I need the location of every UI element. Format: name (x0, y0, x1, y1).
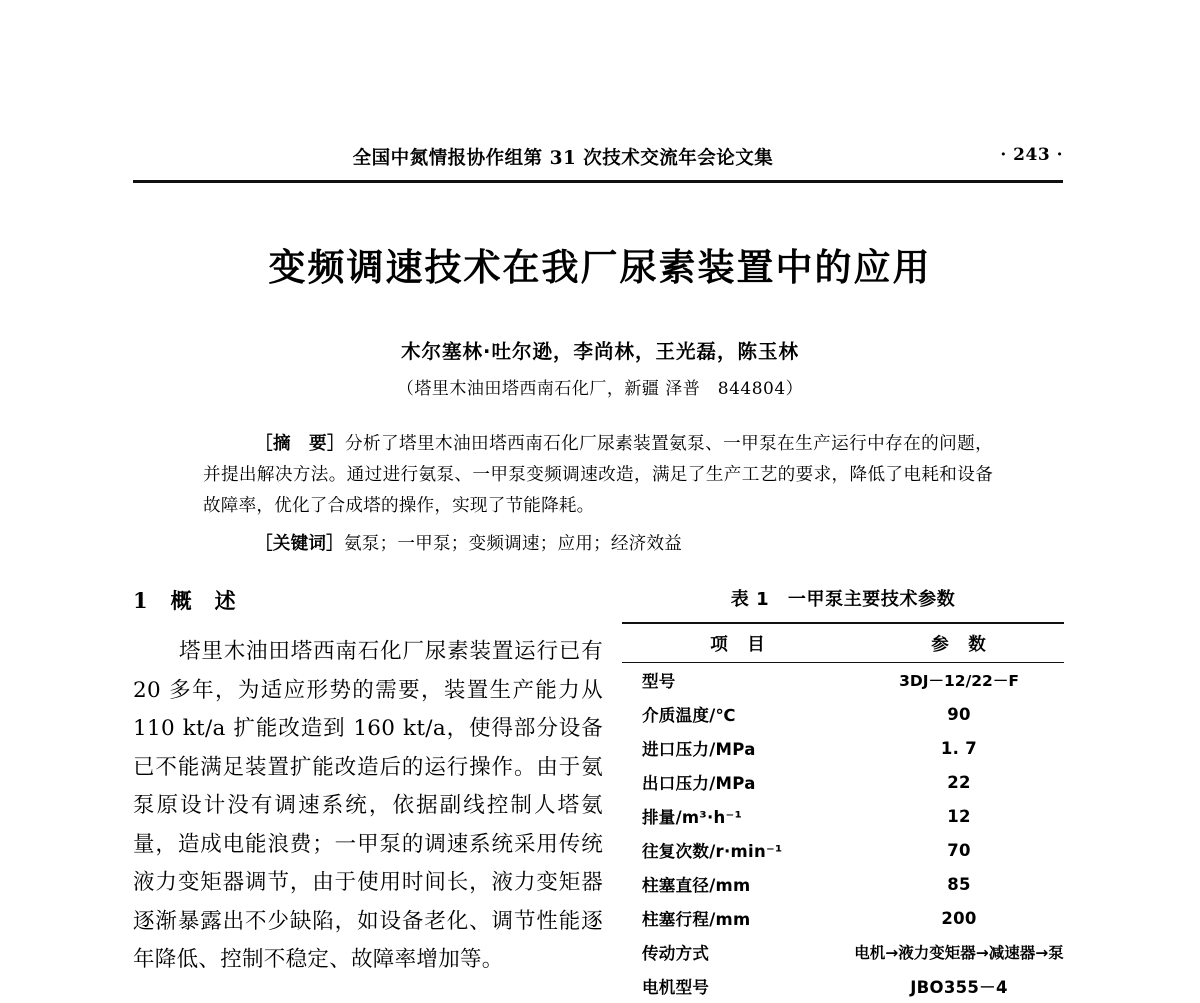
table-cell-item: 柱塞直径/mm (622, 867, 854, 901)
table-cell-value: 22 (854, 765, 1064, 799)
table-row (622, 765, 1064, 799)
table-header-row (622, 623, 1064, 663)
page-number: · 243 · (1000, 145, 1063, 165)
table-cell-value: 70 (854, 833, 1064, 867)
abstract-text: 分析了塔里木油田塔西南石化厂尿素装置氨泵、一甲泵在生产运行中存在的问题，并提出解决方法。通过进行氨泵、一甲泵变频调速改造，满足了生产工艺的要求，降低了电耗和设备故障率，优化了合成塔的操作，实现了节能降耗。 (203, 434, 993, 516)
keywords-text: 氨泵；一甲泵；变频调速；应用；经济效益 (344, 534, 682, 554)
body-column-right (622, 585, 1064, 1003)
table-cell-item: 进口压力/MPa (622, 731, 854, 765)
section-paragraph-1: 塔里木油田塔西南石化厂尿素装置运行已有 20 多年，为适应形势的需要，装置生产能力从 110 kt/a 扩能改造到 160 kt/a，使得部分设备已不能满足装置扩能改造后的运行操作。由于氨泵原设计没有调速系统，依据副线控制人塔氨量，造成电能浪费；一甲泵的调速系统采用传统液力变矩器调节，由于使用时间长，液力变矩器逐渐暴露出不少缺陷，如设备老化、调节性能逐年降低、控制不稳定、故障率增加等。 (133, 633, 603, 980)
keywords-label: ［关键词］ (255, 533, 344, 554)
table-row (622, 833, 1064, 867)
keywords-paragraph (203, 528, 993, 560)
table-cell-item: 型号 (622, 663, 854, 698)
abstract-block (203, 428, 993, 560)
author-affiliation: （塔里木油田塔西南石化厂，新疆 泽普 844804） (0, 374, 1200, 399)
table-row (622, 731, 1064, 765)
table-cell-item: 往复次数/r·min⁻¹ (622, 833, 854, 867)
table-row (622, 663, 1064, 698)
body-column-left (133, 585, 603, 980)
article-title: 变频调速技术在我厂尿素装置中的应用 (0, 237, 1200, 291)
abstract-label: ［摘 要］ (255, 433, 345, 454)
author-list: 木尔塞林·吐尔逊，李尚林，王光磊，陈玉林 (0, 336, 1200, 364)
section-heading-1: 1 概 述 (133, 585, 603, 615)
table-cell-item: 介质温度/℃ (622, 697, 854, 731)
table-cell-value: 12 (854, 799, 1064, 833)
column-header-item: 项 目 (622, 623, 854, 663)
table-header (622, 623, 1064, 663)
table-cell-value: 200 (854, 901, 1064, 935)
table-cell-value: 电机→液力变矩器→减速器→泵 (854, 935, 1064, 969)
table-cell-item: 排量/m³·h⁻¹ (622, 799, 854, 833)
table-cell-value: 90 (854, 697, 1064, 731)
table-caption: 表 1 一甲泵主要技术参数 (622, 585, 1064, 611)
table-cell-item: 电机型号 (622, 969, 854, 1003)
table-cell-item: 出口压力/MPa (622, 765, 854, 799)
table-row (622, 867, 1064, 901)
table-row (622, 901, 1064, 935)
running-head-title: 全国中氮情报协作组第 31 次技术交流年会论文集 (133, 144, 993, 170)
table-row (622, 799, 1064, 833)
abstract-paragraph (203, 428, 993, 522)
table-cell-item: 传动方式 (622, 935, 854, 969)
header-rule (133, 180, 1063, 183)
table-row (622, 969, 1064, 1003)
column-header-value: 参 数 (854, 623, 1064, 663)
table-cell-item: 柱塞行程/mm (622, 901, 854, 935)
parameters-table (622, 622, 1064, 1003)
running-head (133, 144, 1063, 174)
table-row (622, 935, 1064, 969)
table-cell-value: 1. 7 (854, 731, 1064, 765)
table-cell-value: 3DJ－12/22－F (854, 663, 1064, 698)
table-cell-value: JBO355－4 (854, 969, 1064, 1003)
table-row (622, 697, 1064, 731)
table-cell-value: 85 (854, 867, 1064, 901)
